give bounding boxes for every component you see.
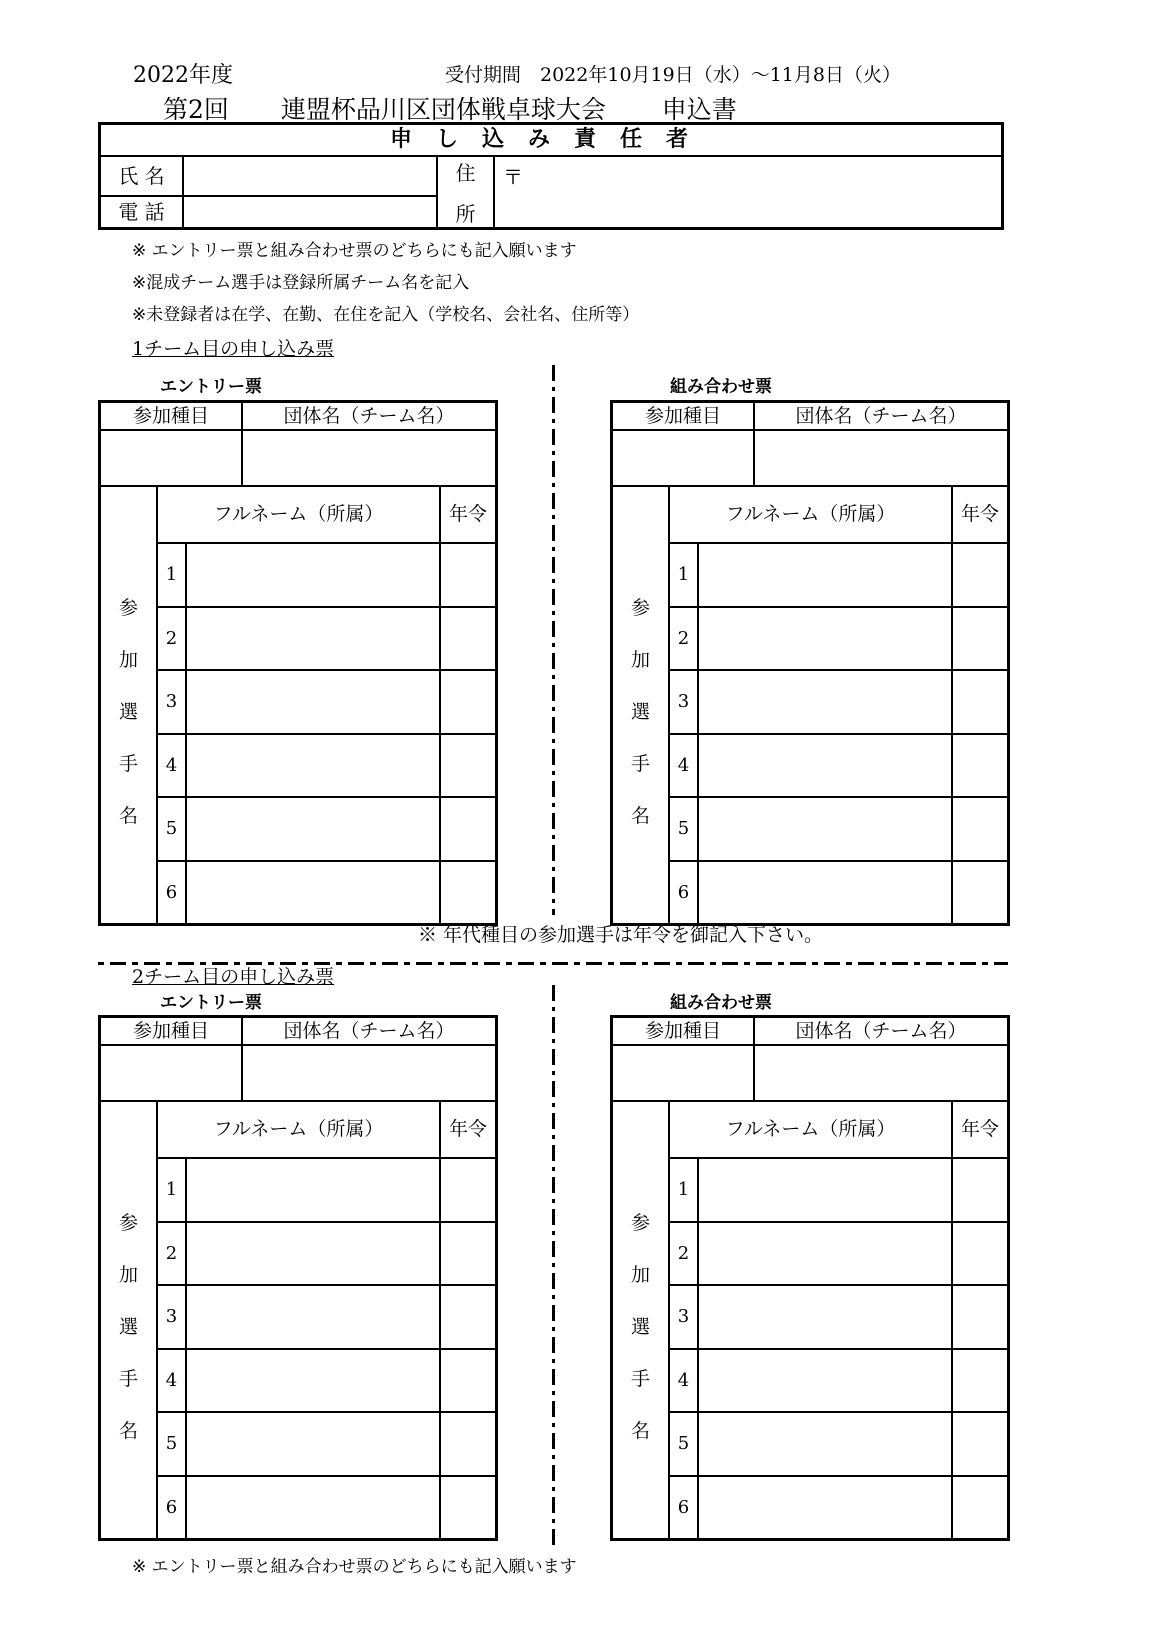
note-3: ※未登録者は在学、在勤、在住を記入（学校名、会社名、住所等） [132, 305, 640, 325]
players-label-char: 加 [630, 649, 650, 671]
age-header: 年令 [448, 503, 487, 525]
player-age-field[interactable] [441, 798, 495, 860]
note-1: ※ エントリー票と組み合わせ票のどちらにも記入願います [132, 241, 577, 261]
players-vertical-label [101, 582, 156, 842]
players-label-char: 手 [118, 753, 138, 775]
team-1-entry-sheet [98, 400, 498, 926]
player-age-field[interactable] [953, 862, 1007, 924]
row-number: 1 [165, 1179, 178, 1200]
row-number: 2 [165, 627, 178, 649]
player-name-field[interactable] [187, 544, 439, 606]
players-label-char: 手 [118, 1368, 138, 1390]
team-2-entry-title: エントリー票 [160, 993, 262, 1013]
team-name-header: 団体名（チーム名） [795, 405, 967, 427]
team-1-footer-note: ※ 年代種目の参加選手は年令を御記入下さい。 [418, 924, 824, 946]
address-label-bottom: 所 [455, 202, 476, 226]
row-number: 2 [677, 1242, 690, 1264]
fullname-header: フルネーム（所属） [213, 503, 384, 525]
player-name-field[interactable] [699, 1286, 951, 1348]
player-name-field[interactable] [699, 1477, 951, 1539]
players-label-char: 加 [630, 1264, 650, 1286]
postal-mark: 〒 [503, 165, 523, 189]
event-header: 参加種目 [132, 405, 209, 427]
players-vertical-label [613, 582, 668, 842]
name-label: 氏 名 [101, 155, 184, 197]
event-field[interactable] [613, 431, 753, 485]
cut-line-team-2 [552, 985, 555, 1550]
address-label-top: 住 [455, 161, 476, 185]
team-2-footer-note: ※ エントリー票と組み合わせ票のどちらにも記入願います [132, 1557, 577, 1577]
tournament-name: 連盟杯品川区団体戦卓球大会 [280, 95, 606, 124]
row-number: 6 [165, 881, 178, 903]
player-name-field[interactable] [187, 798, 439, 860]
row-number: 5 [165, 818, 178, 839]
player-name-field[interactable] [187, 1350, 439, 1412]
player-age-field[interactable] [953, 1286, 1007, 1348]
row-number: 1 [677, 1179, 690, 1200]
row-number: 6 [677, 1496, 690, 1518]
reception-period: 受付期間 2022年10月19日（水）～11月8日（火） [445, 64, 901, 86]
team-name-header: 団体名（チーム名） [795, 1020, 967, 1042]
player-name-field[interactable] [699, 1350, 951, 1412]
players-label-char: 名 [630, 1420, 650, 1442]
players-label-char: 名 [118, 805, 138, 827]
team-2-pairing-sheet [610, 1015, 1010, 1541]
age-header: 年令 [448, 1118, 487, 1140]
row-number: 3 [165, 1306, 178, 1327]
player-name-field[interactable] [187, 1223, 439, 1285]
player-age-field[interactable] [441, 1223, 495, 1285]
player-name-field[interactable] [699, 544, 951, 606]
team-2-pairing-title: 組み合わせ票 [670, 993, 772, 1013]
row-number: 3 [677, 1306, 690, 1327]
players-label-char: 参 [630, 597, 650, 619]
player-age-field[interactable] [953, 608, 1007, 670]
player-age-field[interactable] [953, 1223, 1007, 1285]
team-name-field[interactable] [755, 431, 1007, 485]
event-header: 参加種目 [644, 1020, 721, 1042]
player-name-field[interactable] [699, 1413, 951, 1475]
note-2: ※混成チーム選手は登録所属チーム名を記入 [132, 273, 470, 293]
age-header: 年令 [960, 1118, 999, 1140]
player-age-field[interactable] [953, 1350, 1007, 1412]
players-label-char: 選 [118, 1316, 138, 1338]
row-number: 5 [165, 1433, 178, 1454]
player-age-field[interactable] [441, 1159, 495, 1221]
player-age-field[interactable] [441, 608, 495, 670]
fullname-header: フルネーム（所属） [725, 503, 896, 525]
players-label-char: 選 [118, 701, 138, 723]
player-age-field[interactable] [953, 1159, 1007, 1221]
player-age-field[interactable] [953, 798, 1007, 860]
player-name-field[interactable] [187, 735, 439, 797]
team-name-field[interactable] [243, 431, 495, 485]
team-name-header: 団体名（チーム名） [283, 1020, 455, 1042]
players-vertical-label [613, 1197, 668, 1457]
players-label-char: 名 [630, 805, 650, 827]
fiscal-year: 2022年度 [133, 63, 233, 88]
team-1-entry-title: エントリー票 [160, 377, 262, 397]
form-title [163, 90, 737, 126]
player-name-field[interactable] [699, 798, 951, 860]
event-header: 参加種目 [644, 405, 721, 427]
name-field[interactable] [184, 155, 438, 197]
players-label-char: 手 [630, 1368, 650, 1390]
player-name-field[interactable] [699, 1159, 951, 1221]
player-name-field[interactable] [699, 1223, 951, 1285]
players-label-char: 参 [630, 1212, 650, 1234]
player-name-field[interactable] [699, 608, 951, 670]
player-age-field[interactable] [441, 1350, 495, 1412]
row-number: 2 [165, 1242, 178, 1264]
players-vertical-label [101, 1197, 156, 1457]
row-number: 2 [677, 627, 690, 649]
team-1-title: 1チーム目の申し込み票 [132, 338, 335, 360]
player-name-field[interactable] [187, 671, 439, 733]
team-name-field[interactable] [755, 1046, 1007, 1100]
player-age-field[interactable] [441, 1413, 495, 1475]
player-name-field[interactable] [187, 1413, 439, 1475]
row-number: 4 [165, 1369, 178, 1391]
players-label-char: 加 [118, 649, 138, 671]
player-age-field[interactable] [441, 671, 495, 733]
players-label-char: 加 [118, 1264, 138, 1286]
age-header: 年令 [960, 503, 999, 525]
event-field[interactable] [101, 431, 241, 485]
players-label-char: 参 [118, 597, 138, 619]
players-label-char: 参 [118, 1212, 138, 1234]
player-age-field[interactable] [441, 862, 495, 924]
player-age-field[interactable] [953, 544, 1007, 606]
row-number: 3 [165, 691, 178, 712]
event-field[interactable] [101, 1046, 241, 1100]
players-label-char: 手 [630, 753, 650, 775]
row-number: 5 [677, 818, 690, 839]
phone-field[interactable] [184, 197, 438, 227]
phone-label: 電 話 [101, 197, 184, 227]
row-number: 5 [677, 1433, 690, 1454]
row-number: 6 [165, 1496, 178, 1518]
fullname-header: フルネーム（所属） [213, 1118, 384, 1140]
player-name-field[interactable] [699, 671, 951, 733]
player-age-field[interactable] [441, 1477, 495, 1539]
team-name-field[interactable] [243, 1046, 495, 1100]
player-age-field[interactable] [441, 544, 495, 606]
player-name-field[interactable] [187, 1159, 439, 1221]
responsible-person-table [98, 122, 1004, 230]
cut-line-team-1 [552, 365, 555, 915]
team-name-header: 団体名（チーム名） [283, 405, 455, 427]
player-name-field[interactable] [187, 1477, 439, 1539]
row-number: 6 [677, 881, 690, 903]
row-number: 4 [677, 1369, 690, 1391]
player-name-field[interactable] [699, 735, 951, 797]
row-number: 4 [677, 754, 690, 776]
event-field[interactable] [613, 1046, 753, 1100]
team-2-entry-sheet [98, 1015, 498, 1541]
row-number: 3 [677, 691, 690, 712]
address-label [438, 155, 495, 227]
team-1-pairing-sheet [610, 400, 1010, 926]
address-field[interactable] [495, 155, 1001, 227]
players-label-char: 名 [118, 1420, 138, 1442]
player-age-field[interactable] [953, 1413, 1007, 1475]
players-label-char: 選 [630, 701, 650, 723]
row-number: 4 [165, 754, 178, 776]
event-header: 参加種目 [132, 1020, 209, 1042]
edition: 第2回 [163, 95, 229, 124]
team-1-pairing-title: 組み合わせ票 [670, 377, 772, 397]
row-number: 1 [165, 564, 178, 585]
fullname-header: フルネーム（所属） [725, 1118, 896, 1140]
form-type: 申込書 [661, 95, 737, 124]
players-label-char: 選 [630, 1316, 650, 1338]
player-name-field[interactable] [187, 862, 439, 924]
player-name-field[interactable] [187, 608, 439, 670]
player-name-field[interactable] [187, 1286, 439, 1348]
player-age-field[interactable] [953, 735, 1007, 797]
player-age-field[interactable] [441, 735, 495, 797]
player-name-field[interactable] [699, 862, 951, 924]
row-number: 1 [677, 564, 690, 585]
player-age-field[interactable] [953, 1477, 1007, 1539]
responsible-person-heading: 申し込み責任者 [101, 125, 1001, 157]
player-age-field[interactable] [953, 671, 1007, 733]
player-age-field[interactable] [441, 1286, 495, 1348]
team-2-title: 2チーム目の申し込み票 [132, 966, 335, 988]
